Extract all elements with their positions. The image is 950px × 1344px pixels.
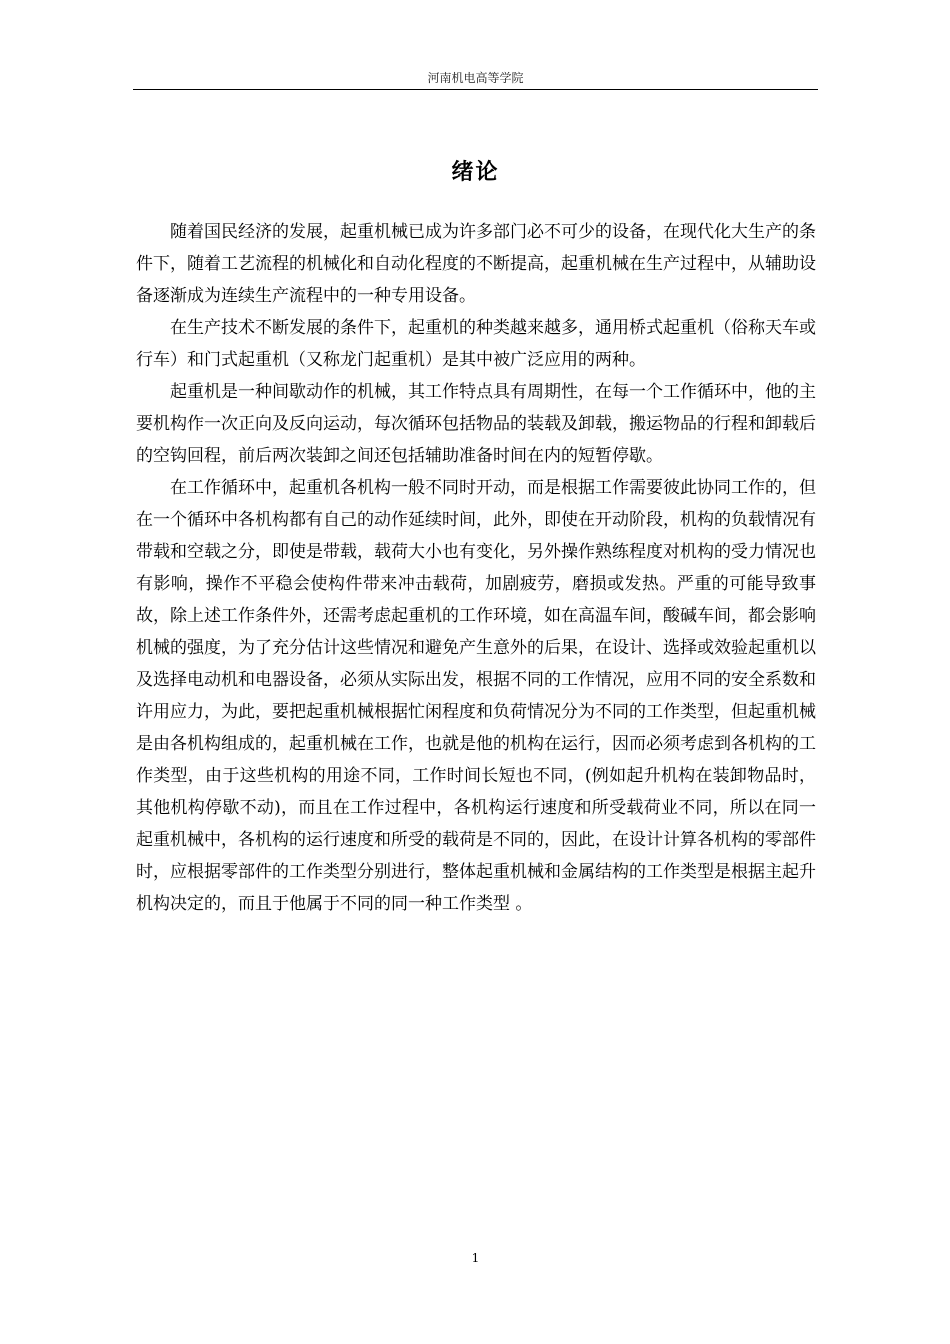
paragraph: 在生产技术不断发展的条件下，起重机的种类越来越多，通用桥式起重机（俗称天车或行车）和门式起重机（又称龙门起重机）是其中被广泛应用的两种。 [136, 318, 816, 370]
document-body [136, 216, 816, 920]
paragraph: 随着国民经济的发展，起重机械已成为许多部门必不可少的设备，在现代化大生产的条件下，随着工艺流程的机械化和自动化程度的不断提高，起重机械在生产过程中，从辅助设备逐渐成为连续生产流程中的一种专用设备。 [136, 222, 816, 306]
page-number: 1 [471, 1251, 480, 1265]
page-header: 河南机电高等学院 [427, 71, 524, 85]
paragraph: 在工作循环中，起重机各机构一般不同时开动，而是根据工作需要彼此协同工作的，但在一个循环中各机构都有自己的动作延续时间，此外，即使在开动阶段，机构的负载情况有带载和空载之分，即使是带载，载荷大小也有变化，另外操作熟练程度对机构的受力情况也有影响，操作不平稳会使构件带来冲击载荷，加剧疲劳，磨损或发热。严重的可能导致事故，除上述工作条件外，还需考虑起重机的工作环境，如在高温车间，酸碱车间，都会影响机械的强度，为了充分估计这些情况和避免产生意外的后果，在设计、选择或效验起重机以及选择电动机和电器设备，必须从实际出发，根据不同的工作情况，应用不同的安全系数和许用应力，为此，要把起重机械根据忙闲程度和负荷情况分为不同的工作类型，但起重机械是由各机构组成的，起重机械在工作，也就是他的机构在运行，因而必须考虑到各机构的工作类型，由于这些机构的用途不同，工作时间长短也不同，(例如起升机构在装卸物品时，其他机构停歇不动)，而且在工作过程中，各机构运行速度和所受载荷业不同，所以在同一起重机械中，各机构的运行速度和所受的载荷是不同的，因此，在设计计算各机构的零部件时，应根据零部件的工作类型分别进行，整体起重机械和金属结构的工作类型是根据主起升机构决定的，而且于他属于不同的同一种工作类型 。 [136, 478, 816, 914]
page-title: 绪论 [451, 158, 500, 185]
header-divider [133, 89, 818, 90]
paragraph: 起重机是一种间歇动作的机械，其工作特点具有周期性，在每一个工作循环中，他的主要机构作一次正向及反向运动，每次循环包括物品的装载及卸载，搬运物品的行程和卸载后的空钩回程，前后两次装卸之间还包括辅助准备时间在内的短暂停歇。 [136, 382, 816, 466]
